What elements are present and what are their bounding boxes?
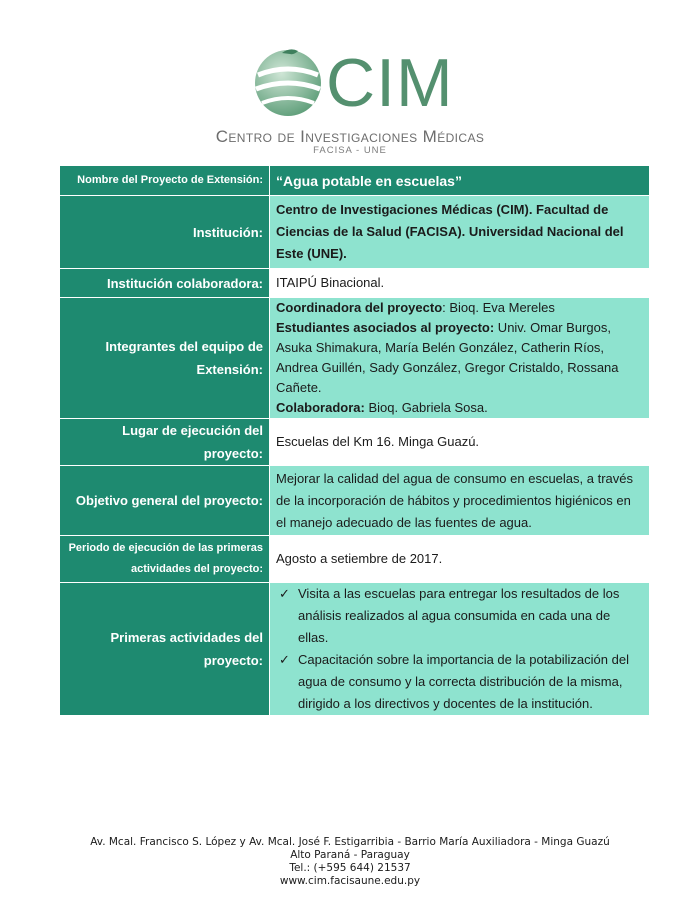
row-project-name (60, 166, 650, 196)
label-collab-institution: Institución colaboradora: (60, 269, 270, 298)
value-location: Escuelas del Km 16. Minga Guazú. (270, 419, 650, 466)
activities-list (276, 583, 643, 715)
label-team: Integrantes del equipo de Extensión: (60, 298, 270, 419)
label-objective: Objetivo general del proyecto: (60, 466, 270, 536)
value-objective: Mejorar la calidad del agua de consumo en escuelas, a través de la incorporación de hábitos y procedimientos higiénicos en el manejo adecuado de las fuentes de agua. (270, 466, 650, 536)
coordinator-label: Coordinadora del proyecto (276, 300, 443, 315)
row-collab-institution (60, 269, 650, 298)
coordinator-value: : Bioq. Eva Mereles (442, 300, 555, 315)
value-collab-institution: ITAIPÚ Binacional. (270, 269, 650, 298)
activity-text: Capacitación sobre la importancia de la potabilización del agua de consumo y la correcta distribución de la misma, dirigido a los directivos y docentes de la institución. (298, 652, 629, 711)
label-period: Periodo de ejecución de las primeras actividades del proyecto: (60, 536, 270, 583)
list-item (276, 583, 643, 649)
row-team (60, 298, 650, 419)
row-objective (60, 466, 650, 536)
students-label: Estudiantes asociados al proyecto: (276, 320, 495, 335)
value-period: Agosto a setiembre de 2017. (270, 536, 650, 583)
collaborator-value: Bioq. Gabriela Sosa. (364, 400, 488, 415)
footer-line-region: Alto Paraná - Paraguay (290, 849, 410, 861)
value-team (270, 298, 650, 419)
check-icon: ✓ (279, 586, 290, 601)
row-institution (60, 196, 650, 269)
globe-logo-icon (252, 45, 324, 119)
row-period (60, 536, 650, 583)
logo-subtitle-faculty: FACISA - UNE (313, 145, 387, 156)
label-institution: Institución: (60, 196, 270, 269)
label-project-name: Nombre del Proyecto de Extensión: (60, 166, 270, 196)
students-value: Univ. Omar Burgos, Asuka Shimakura, María Belén González, Catherin Ríos, Andrea Guillén, Sady González, Gregor Cristaldo, Rossana Cañete. (276, 320, 619, 395)
footer-line-phone: Tel.: (+595 644) 21537 (289, 862, 411, 874)
project-info-table (59, 165, 650, 716)
logo-wordmark: CIM (326, 45, 454, 121)
label-activities: Primeras actividades del proyecto: (60, 583, 270, 716)
logo-subtitle: Centro de Investigaciones Médicas (215, 127, 485, 146)
list-item (276, 649, 643, 715)
check-icon: ✓ (279, 652, 290, 667)
footer-line-address: Av. Mcal. Francisco S. López y Av. Mcal. José F. Estigarribia - Barrio María Auxiliadora - Minga Guazú (90, 836, 610, 848)
value-activities (270, 583, 650, 716)
activity-text: Visita a las escuelas para entregar los resultados de los análisis realizados al agua consumida en cada una de ellas. (298, 586, 620, 645)
row-activities (60, 583, 650, 716)
label-location: Lugar de ejecución del proyecto: (60, 419, 270, 466)
cim-logo (0, 45, 700, 160)
collaborator-label: Colaboradora: (276, 400, 365, 415)
value-institution: Centro de Investigaciones Médicas (CIM). Facultad de Ciencias de la Salud (FACISA). Universidad Nacional del Este (UNE). (270, 196, 650, 269)
value-project-name: “Agua potable en escuelas” (270, 166, 650, 196)
footer-address (0, 836, 700, 888)
footer-line-website: www.cim.facisaune.edu.py (279, 875, 421, 887)
row-location (60, 419, 650, 466)
